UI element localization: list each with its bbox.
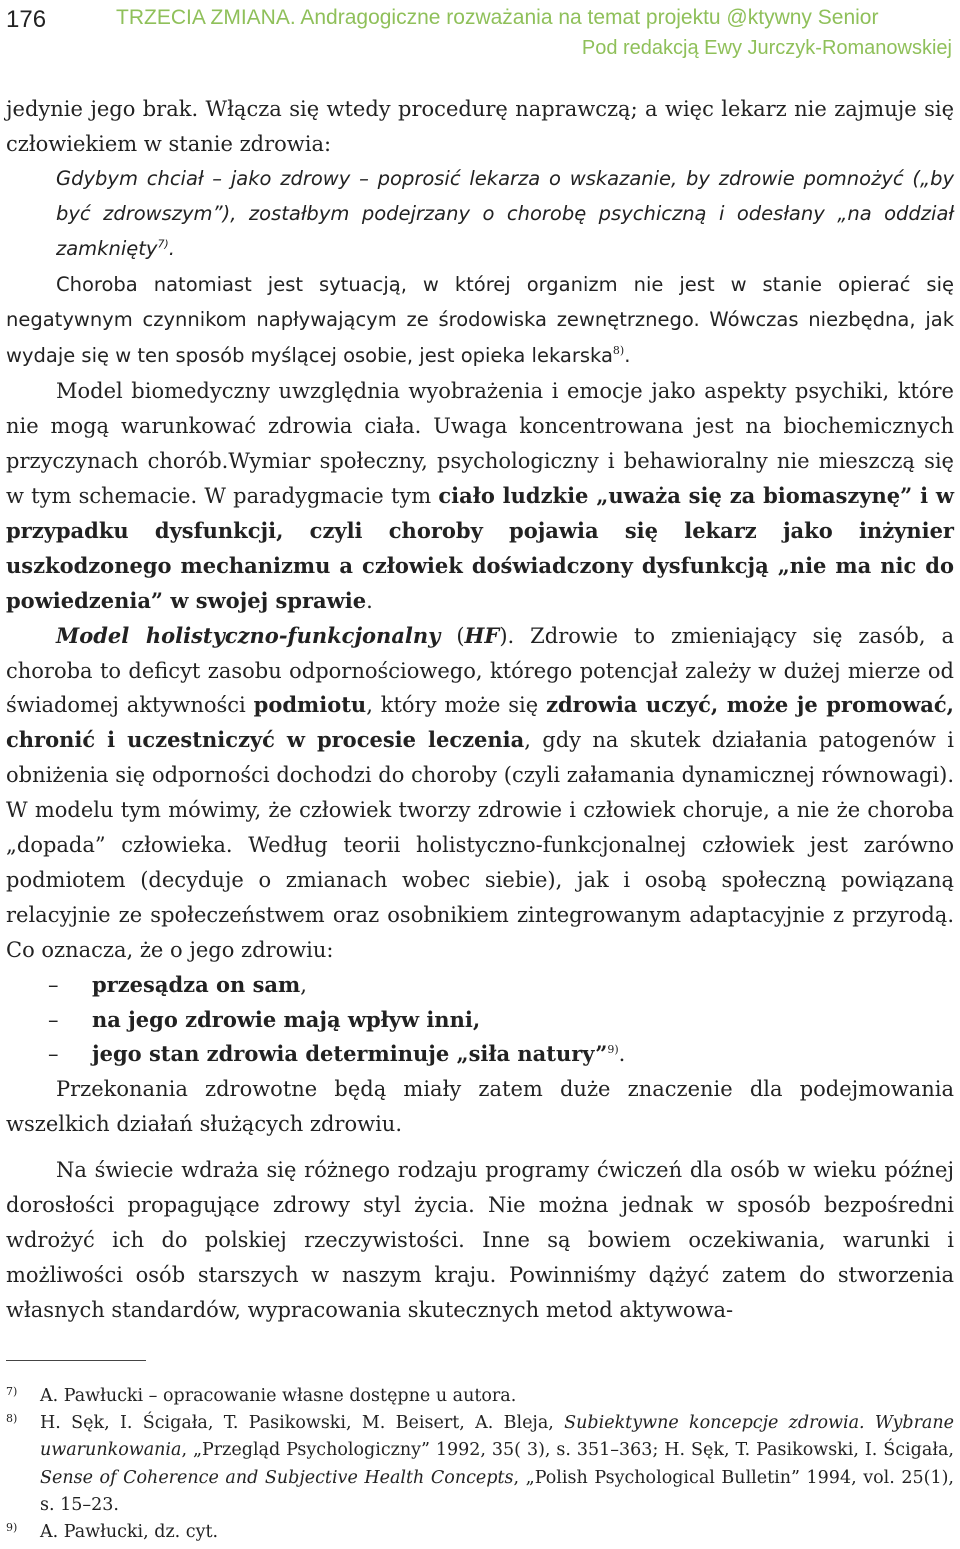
paragraph-programs: Na świecie wdraża się różnego rodzaju programy ćwiczeń dla osób w wieku późnej dorosłości propagujące zdrowy styl życia. Nie można jednak w sposób bezpośredni wdrożyć ich do polskiej rzeczywistości. Inne są bowiem oczekiwania, warunki i możliwości osób starszych w naszym kraju. Powinniśmy dążyć zatem do stworzenia własnych standardów, wypracowania skutecznych metod aktywowa- bbox=[6, 1158, 954, 1322]
model-abbr: HF bbox=[464, 622, 500, 648]
paragraph-intro: jedynie jego brak. Włącza się wtedy procedurę naprawczą; a więc lekarz nie zajmuje się człowiekiem w stanie zdrowia: bbox=[6, 97, 954, 156]
list-item: – przesądza on sam, bbox=[48, 971, 307, 997]
main-text bbox=[6, 92, 954, 1328]
paragraph-biomedical: Model biomedyczny uwzględnia wyobrażenia i emocje jako aspekty psychiki, które nie mogą warunkować zdrowia ciała. Uwaga koncentrowana jest na biochemicznych przyczynach chorób.Wymiar społeczny, psychologiczny i behawioralny nie mieszczą się w tym schemacie. W paradygmacie tym ciało ludzkie „uważa się za biomaszynę” i w przypadku dysfunkcji, czyli choroby pojawia się lekarz jako inżynier uszkodzonego mechanizmu a człowiek doświadczony dysfunkcją „nie ma nic do powiedzenia” w swojej sprawie. bbox=[6, 379, 954, 613]
footnote-ref-7[interactable]: 7) bbox=[157, 237, 169, 251]
running-title: TRZECIA ZMIANA. Andragogiczne rozważania na temat projektu @ktywny Senior bbox=[116, 6, 879, 29]
paragraph-disease: Choroba natomiast jest sytuacją, w której organizm nie jest w stanie opierać się negatywnym czynnikom napływającym ze środowiska zewnętrznego. Wówczas niezbędna, jak wydaje się w ten sposób myślącej osobie, jest opieka lekarska$^{8)}$. bbox=[6, 272, 954, 368]
bold-emphasis: ciało ludzkie „uważa się za biomaszynę” i w przypadku dysfunkcji, czyli choroby pojawia się lekarz jako inżynier uszkodzonego mechanizmu a człowiek doświadczony dysfunkcją „nie ma nic do powiedzenia” w swojej sprawie bbox=[6, 482, 954, 613]
block-quote: Gdybym chciał – jako zdrowy – poprosić lekarza o wskazanie, by zdrowie pomnożyć („by być zdrowszym”), zostałbym podejrzany o chorobę psychiczną i odesłany „na oddział zamknięty$^{7)}$. bbox=[56, 166, 954, 260]
list-item: – jego stan zdrowia determinuje „siła natury”$^{9)}$. bbox=[48, 1041, 626, 1067]
running-subtitle: Pod redakcją Ewy Jurczyk-Romanowskiej bbox=[581, 37, 952, 59]
list-item: – na jego zdrowie mają wpływ inni, bbox=[48, 1006, 481, 1032]
footnote-8: 8) H. Sęk, I. Ścigała, T. Pasikowski, M. Beisert, A. Bleja, Subiektywne koncepcje zdrowia. Wybrane uwarunkowania, „Przegląd Psychologiczny” 1992, 35( 3), s. 351–363; H. Sęk, T. Pasikowski, I. Ścigała, Sense of Coherence and Subjective Health Concepts, „Polish Psychological Bulletin” 1994, vol. 25(1), s. 15–23. bbox=[6, 1412, 954, 1515]
page-header bbox=[0, 0, 960, 70]
footnote-7: 7) A. Pawłucki – opracowanie własne dostępne u autora. bbox=[6, 1385, 517, 1406]
paragraph-holistic: Model holistyczno-funkcjonalny (HF). Zdrowie to zmieniający się zasób, a choroba to deficyt zasobu odpornościowego, którego potencjał zależy w dużej mierze od świadomej aktywności podmiotu, który może się zdrowia uczyć, może je promować, chronić i uczestniczyć w procesie leczenia, gdy na skutek działania patogenów i obniżenia się odporności dochodzi do choroby (czyli załamania dynamicznej równowagi). W modelu tym mówimy, że człowiek tworzy zdrowie i człowiek choruje, a nie że choroba „dopada” człowieka. Według teorii holistyczno-funkcjonalnej człowiek jest zarówno podmiotem (decyduje o zmianach wobec siebie), jak i osobą społeczną powiązaną relacyjnie ze społeczeństwem oraz osobnikiem zintegrowanym adaptacyjnie z przyrodą. Co oznacza, że o jego zdrowiu: bbox=[6, 622, 955, 962]
model-name: Model holistyczno-funkcjonalny bbox=[56, 622, 441, 648]
footnote-divider bbox=[6, 1360, 146, 1361]
footnote-9: 9) A. Pawłucki, dz. cyt. bbox=[6, 1521, 219, 1543]
footnote-ref-9[interactable]: 9) bbox=[607, 1043, 619, 1057]
footnotes bbox=[6, 1383, 954, 1546]
paragraph-beliefs: Przekonania zdrowotne będą miały zatem duże znaczenie dla podejmowania wszelkich działań służących zdrowiu. bbox=[6, 1077, 954, 1137]
footnote-ref-8[interactable]: 8) bbox=[612, 344, 625, 358]
page-number: 176 bbox=[6, 6, 47, 33]
